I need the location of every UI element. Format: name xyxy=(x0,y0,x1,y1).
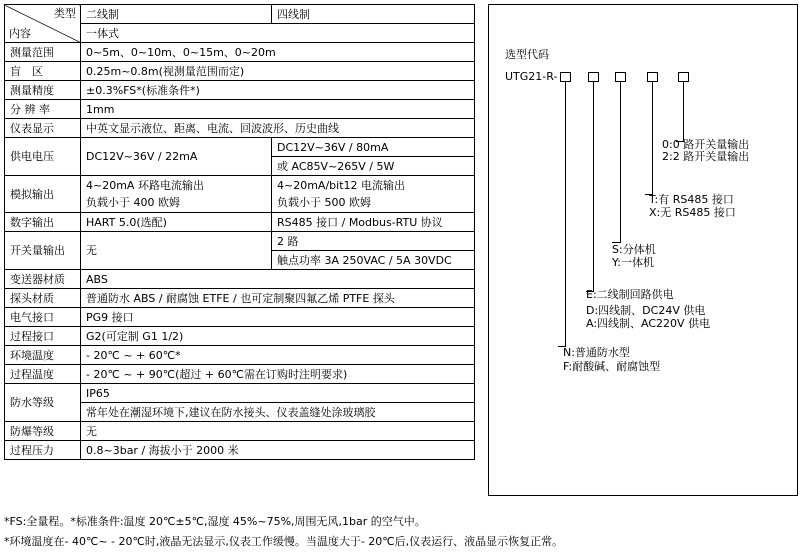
ambient-temp-label: 环境温度 xyxy=(5,346,81,365)
analog-four-wire-load: 负载小于 500 欧姆 xyxy=(277,196,371,209)
power-option-a: A:四线制、AC220V 供电 xyxy=(586,317,711,330)
spec-table xyxy=(4,4,475,460)
explosion-value: 无 xyxy=(81,422,475,441)
probe-label: 探头材质 xyxy=(5,289,81,308)
process-connection-label: 过程接口 xyxy=(5,327,81,346)
waterproof-rating: IP65 xyxy=(81,384,475,403)
power-label: 供电电压 xyxy=(5,138,81,176)
switch-output-channels: 2 路 xyxy=(272,232,475,251)
analog-four-wire-output: 4~20mA/bit12 电流输出 xyxy=(277,179,406,192)
footnote-fs: *FS:全量程。*标准条件:温度 20℃±5℃,湿度 45%~75%,周围无风,1bar 的空气中。 xyxy=(4,515,426,528)
electrical-value: PG9 接口 xyxy=(81,308,475,327)
blind-zone-value: 0.25m~0.8m(视测量范围而定) xyxy=(81,62,475,81)
waterproof-label: 防水等级 xyxy=(5,384,81,422)
electrical-label: 电气接口 xyxy=(5,308,81,327)
body-option-y: Y:一体机 xyxy=(612,256,654,269)
analog-two-wire-load: 负载小于 400 欧姆 xyxy=(86,196,180,209)
housing-value: ABS xyxy=(81,270,475,289)
body-form-value: 一体式 xyxy=(81,24,475,43)
pressure-value: 0.8~3bar / 海拔小于 2000 米 xyxy=(81,441,475,460)
switch-option-2: 2:2 路开关量输出 xyxy=(662,150,750,163)
range-value: 0~5m、0~10m、0~15m、0~20m xyxy=(81,43,475,62)
analog-four-wire xyxy=(272,176,475,213)
digital-two-wire: HART 5.0(选配) xyxy=(81,213,272,232)
switch-output-rating: 触点功率 3A 250VAC / 5A 30VDC xyxy=(272,251,475,270)
analog-two-wire-output: 4~20mA 环路电流输出 xyxy=(86,179,204,192)
type-header: 类型 xyxy=(54,7,76,20)
selection-title: 选型代码 xyxy=(505,48,549,61)
code-slot-switch xyxy=(678,72,689,82)
body-option-s: S:分体机 xyxy=(612,243,656,256)
two-wire-header: 二线制 xyxy=(81,5,272,24)
code-slot-rs485 xyxy=(647,72,658,82)
probe-connector-line xyxy=(565,82,566,346)
code-slot-body xyxy=(615,72,626,82)
code-slot-probe xyxy=(560,72,571,82)
digital-label: 数字输出 xyxy=(5,213,81,232)
code-slot-power xyxy=(588,72,599,82)
explosion-label: 防爆等级 xyxy=(5,422,81,441)
process-connection-value: G2(可定制 G1 1/2) xyxy=(81,327,475,346)
ambient-temp-value: - 20℃ ~ + 60℃* xyxy=(81,346,475,365)
process-temp-value: - 20℃ ~ + 90℃(超过 + 60℃需在订购时注明要求) xyxy=(81,365,475,384)
rs485-option-x: X:无 RS485 接口 xyxy=(649,206,736,219)
process-temp-label: 过程温度 xyxy=(5,365,81,384)
header-diagonal-cell xyxy=(5,5,81,43)
pressure-label: 过程压力 xyxy=(5,441,81,460)
range-label: 测量范围 xyxy=(5,43,81,62)
analog-two-wire xyxy=(81,176,272,213)
power-two-wire: DC12V~36V / 22mA xyxy=(81,138,272,176)
housing-label: 变送器材质 xyxy=(5,270,81,289)
power-option-d: D:四线制、DC24V 供电 xyxy=(586,304,706,317)
switch-connector-line xyxy=(683,82,684,141)
rs485-option-t: T:有 RS485 接口 xyxy=(649,193,734,206)
power-connector-line xyxy=(593,82,594,291)
switch-output-label: 开关量输出 xyxy=(5,232,81,270)
accuracy-label: 测量精度 xyxy=(5,81,81,100)
probe-value: 普通防水 ABS / 耐腐蚀 ETFE / 也可定制聚四氟乙烯 PTFE 探头 xyxy=(81,289,475,308)
content-header: 内容 xyxy=(9,27,31,40)
four-wire-header: 四线制 xyxy=(272,5,475,24)
waterproof-advice: 常年处在潮湿环境下,建议在防水接头、仪表盖缝处涂玻璃胶 xyxy=(81,403,475,422)
probe-option-n: N:普通防水型 xyxy=(563,346,630,359)
resolution-value: 1mm xyxy=(81,100,475,119)
analog-label: 模拟输出 xyxy=(5,176,81,213)
digital-four-wire: RS485 接口 / Modbus-RTU 协议 xyxy=(272,213,475,232)
model-code-prefix: UTG21-R- xyxy=(505,70,558,83)
rs485-connector-line xyxy=(652,82,653,194)
power-four-wire-dc: DC12V~36V / 80mA xyxy=(272,138,475,157)
display-value: 中英文显示液位、距离、电流、回波波形、历史曲线 xyxy=(81,119,475,138)
power-four-wire-ac: 或 AC85V~265V / 5W xyxy=(272,157,475,176)
display-label: 仪表显示 xyxy=(5,119,81,138)
body-connector-line xyxy=(620,82,621,242)
accuracy-value: ±0.3%FS*(标准条件*) xyxy=(81,81,475,100)
footnote-temperature: *环境温度在- 40℃~ - 20℃时,液晶无法显示,仪表工作缓慢。当温度大于- 20℃后,仪表运行、液晶显示恢复正常。 xyxy=(4,535,564,548)
switch-option-0: 0:0 路开关量输出 xyxy=(662,138,750,151)
resolution-label: 分 辨 率 xyxy=(5,100,81,119)
probe-option-f: F:耐酸碱、耐腐蚀型 xyxy=(563,360,661,373)
blind-zone-label: 盲 区 xyxy=(5,62,81,81)
power-option-e: E:二线制回路供电 xyxy=(586,288,674,301)
switch-output-two-wire: 无 xyxy=(81,232,272,270)
